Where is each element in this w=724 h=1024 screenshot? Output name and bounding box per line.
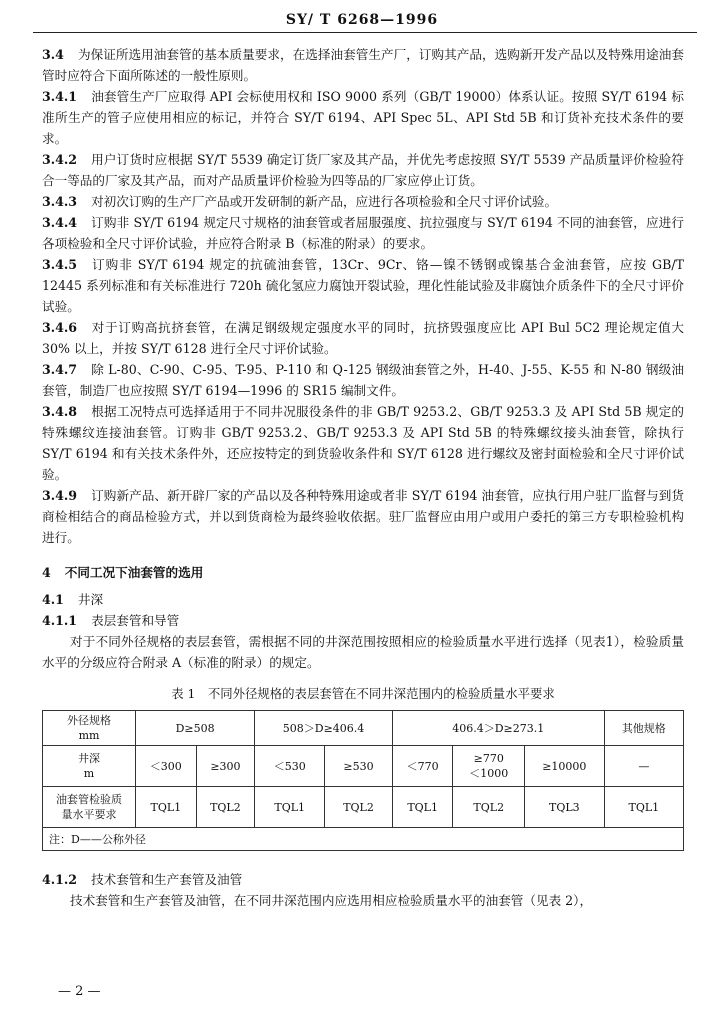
table-row-outer-diameter xyxy=(43,711,684,746)
depth-cell: ＜530 xyxy=(255,746,325,787)
table-row-quality-level xyxy=(43,787,684,828)
level-cell: TQL2 xyxy=(325,787,393,828)
level-cell: TQL1 xyxy=(136,787,197,828)
paragraph-3-4: 3.4 为保证所选用油套管的基本质量要求，在选择油套管生产厂，订购其产品，选购新开发产品以及特殊用途油套管时应符合下面所陈述的一般性原则。 xyxy=(42,47,684,83)
depth-cell: ＜770 xyxy=(392,746,453,787)
depth-cell: ≥530 xyxy=(325,746,393,787)
table-1-caption: 表 1 不同外径规格的表层套管在不同井深范围内的检验质量水平要求 xyxy=(171,686,555,701)
depth-cell: ≥10000 xyxy=(525,746,605,787)
page-number: — 2 — xyxy=(58,984,101,999)
paragraph-3-4-6: 3.4.6 对于订购高抗挤套管，在满足钢级规定强度水平的同时，抗挤毁强度应比 API Bul 5C2 理论规定值大 30% 以上，并按 SY/T 6128 进行全尺寸评价试验。 xyxy=(42,320,684,356)
table-1 xyxy=(42,710,684,851)
level-cell: TQL3 xyxy=(525,787,605,828)
paragraph-3-4-8: 3.4.8 根据工况特点可选择适用于不同井况服役条件的非 GB/T 9253.2、GB/T 9253.3 及 API Std 5B 规定的特殊螺纹连接油套管。订购非 GB/T 9253.2、GB/T 9253.3 及 API Std 5B 的特殊螺纹接头油套管，除执行 SY/T 6194 和有关技术条件外，还应按特定的到货验收条件和 SY/T 6128 进行螺纹及密封面检验和全尺寸评价试验。 xyxy=(42,404,684,482)
group-header: 406.4＞D≥273.1 xyxy=(392,711,604,746)
paragraph-3-4-3: 3.4.3 对初次订购的生产厂产品或开发研制的新产品，应进行各项检验和全尺寸评价试验。 xyxy=(42,194,558,209)
table-note: 注：D——公称外径 xyxy=(43,828,684,851)
row-label-depth: 井深 m xyxy=(43,746,136,787)
depth-cell: ＜300 xyxy=(136,746,197,787)
group-header: 508＞D≥406.4 xyxy=(255,711,393,746)
paragraph-3-4-7: 3.4.7 除 L-80、C-90、C-95、T-95、P-110 和 Q-125 钢级油套管之外，H-40、J-55、K-55 和 N-80 钢级油套管，制造厂也应按照 SY/T 6194—1996 的 SR15 编制文件。 xyxy=(42,362,684,398)
depth-cell: ≥770 ＜1000 xyxy=(453,746,525,787)
depth-cell: — xyxy=(604,746,683,787)
section-4-1-heading: 4.1 井深 xyxy=(42,592,104,607)
page-header: SY/ T 6268—1996 xyxy=(285,12,439,28)
group-header: 其他规格 xyxy=(604,711,683,746)
document-body xyxy=(42,44,684,911)
section-4-1-1-text: 对于不同外径规格的表层套管，需根据不同的井深范围按照相应的检验质量水平进行选择（见表1），检验质量水平的分级应符合附录 A（标准的附录）的规定。 xyxy=(42,634,684,670)
level-cell: TQL1 xyxy=(255,787,325,828)
depth-cell: ≥300 xyxy=(196,746,255,787)
paragraph-3-4-1: 3.4.1 油套管生产厂应取得 API 会标使用权和 ISO 9000 系列（GB/T 19000）体系认证。按照 SY/T 6194 标准所生产的管子应使用相应的标记，并符合 SY/T 6194、API Spec 5L、API Std 5B 和订货补充技术条件的要求。 xyxy=(42,89,684,146)
level-cell: TQL2 xyxy=(453,787,525,828)
level-cell: TQL1 xyxy=(604,787,683,828)
table-row-depth xyxy=(43,746,684,787)
paragraph-3-4-5: 3.4.5 订购非 SY/T 6194 规定的抗硫油套管，13Cr、9Cr、铬—镍不锈钢或镍基合金油套管，应按 GB/T 12445 系列标准和有关标准进行 720h 硫化氢应力腐蚀开裂试验，理化性能试验及非腐蚀介质条件下的全尺寸评价试验。 xyxy=(42,257,684,314)
row-label-outer-diameter: 外径规格 mm xyxy=(43,711,136,746)
paragraph-3-4-4: 3.4.4 订购非 SY/T 6194 规定尺寸规格的油套管或者屈服强度、抗拉强度与 SY/T 6194 不同的油套管，应进行各项检验和全尺寸评价试验，并应符合附录 B（标准的附录）的要求。 xyxy=(42,215,684,251)
level-cell: TQL1 xyxy=(392,787,453,828)
paragraph-3-4-9: 3.4.9 订购新产品、新开辟厂家的产品以及各种特殊用途或者非 SY/T 6194 油套管，应执行用户驻厂监督与到货商检相结合的商品检验方式，并以到货商检为最终验收依据。驻厂监督应由用户或用户委托的第三方专职检验机构进行。 xyxy=(42,488,684,545)
row-label-quality-level: 油套管检验质 量水平要求 xyxy=(43,787,136,828)
section-4-1-2-text: 技术套管和生产套管及油管，在不同井深范围内应选用相应检验质量水平的油套管（见表 2）， xyxy=(70,893,593,908)
level-cell: TQL2 xyxy=(196,787,255,828)
section-4-heading: 4 不同工况下油套管的选用 xyxy=(42,565,204,580)
group-header: D≥508 xyxy=(136,711,255,746)
section-4-1-2-heading: 4.1.2 技术套管和生产套管及油管 xyxy=(42,872,243,887)
paragraph-3-4-2: 3.4.2 用户订货时应根据 SY/T 5539 确定订货厂家及其产品，并优先考虑按照 SY/T 5539 产品质量评价检验符合一等品的厂家及其产品，而对产品质量评价检验为四等品的厂家应停止订货。 xyxy=(42,152,684,188)
section-4-1-1-heading: 4.1.1 表层套管和导管 xyxy=(42,613,180,628)
table-row-note xyxy=(43,828,684,851)
header-rule xyxy=(33,32,697,33)
